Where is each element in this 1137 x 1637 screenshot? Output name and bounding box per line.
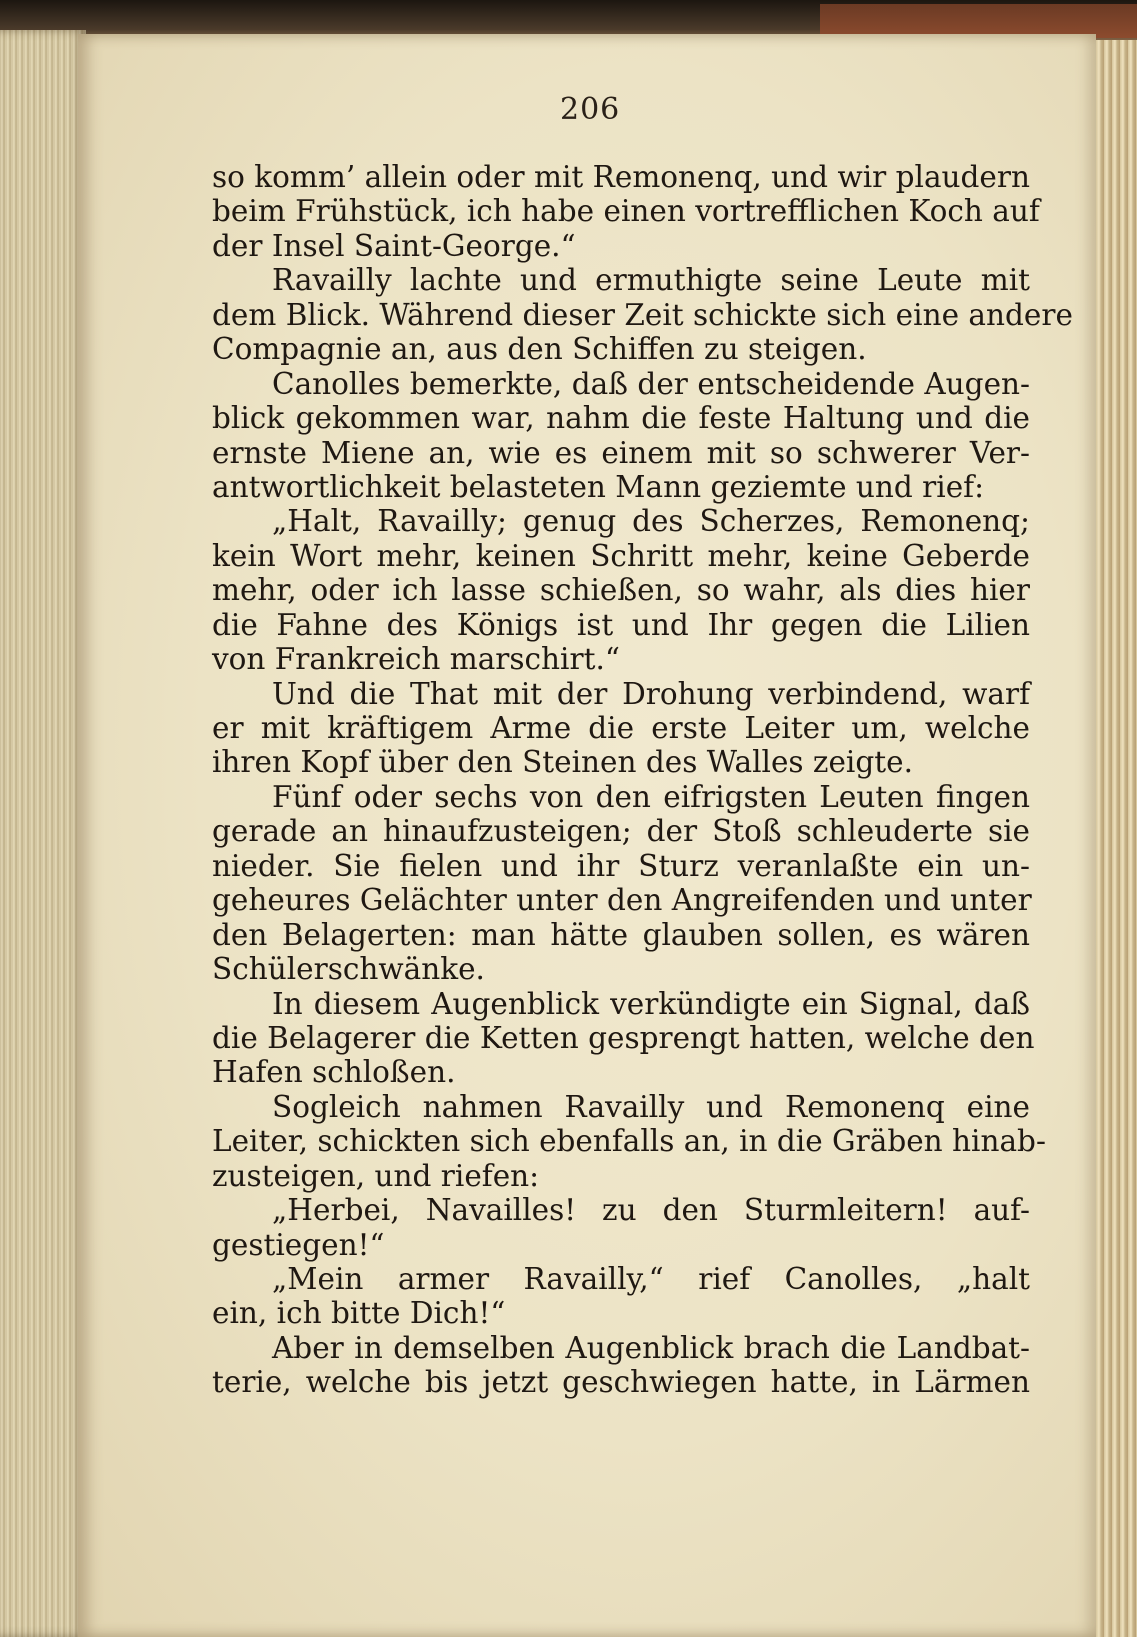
text-line: blick gekommen war, nahm die feste Haltung und die — [212, 401, 1030, 436]
text-line: gerade an hinaufzusteigen; der Stoß schleuderte sie — [212, 814, 1030, 849]
page-body-text — [212, 160, 1073, 1400]
text-line: „Halt, Ravailly; genug des Scherzes, Remonenq; — [272, 504, 1030, 539]
text-line: Canolles bemerkte, daß der entscheidende Augen- — [272, 366, 1030, 401]
text-line: so komm’ allein oder mit Remonenq, und wir plaudern — [212, 160, 1030, 194]
text-line: die Fahne des Königs ist und Ihr gegen die Lilien — [212, 607, 1030, 642]
text-line: ernste Miene an, wie es einem mit so schwerer Ver- — [212, 435, 1030, 470]
binding-strip — [820, 4, 1137, 38]
text-line: der Insel Saint-George.“ — [212, 228, 576, 263]
text-line: Hafen schloßen. — [212, 1055, 456, 1090]
text-line: antwortlichkeit belasteten Mann geziemte und rief: — [212, 469, 985, 504]
text-line: Fünf oder sechs von den eifrigsten Leuten fingen — [272, 779, 1030, 814]
left-page-stack — [0, 30, 86, 1637]
text-line: ein, ich bitte Dich!“ — [212, 1296, 506, 1331]
text-line: gestiegen!“ — [212, 1227, 385, 1262]
text-line: In diesem Augenblick verkündigte ein Signal, daß — [272, 986, 1030, 1021]
text-line: Sogleich nahmen Ravailly und Remonenq eine — [272, 1089, 1030, 1124]
text-line: Ravailly lachte und ermuthigte seine Leute mit — [272, 263, 1030, 298]
text-line: nieder. Sie fielen und ihr Sturz veranlaßte ein un- — [212, 848, 1030, 883]
text-line: Compagnie an, aus den Schiffen zu steigen. — [212, 332, 867, 367]
text-line: ihren Kopf über den Steinen des Walles zeigte. — [212, 745, 913, 780]
text-line: kein Wort mehr, keinen Schritt mehr, keine Geberde — [212, 538, 1030, 573]
text-line: Und die That mit der Drohung verbindend, warf — [272, 676, 1030, 711]
text-line: terie, welche bis jetzt geschwiegen hatte, in Lärmen — [212, 1365, 1030, 1400]
text-line: geheures Gelächter unter den Angreifenden und unter — [212, 883, 1032, 918]
text-line: den Belagerten: man hätte glauben sollen, es wären — [212, 917, 1030, 952]
text-line: die Belagerer die Ketten gesprengt hatten, welche den — [212, 1020, 1035, 1055]
text-line: Leiter, schickten sich ebenfalls an, in die Gräben hinab- — [212, 1124, 1046, 1159]
text-line: Aber in demselben Augenblick brach die Landbat- — [272, 1330, 1030, 1365]
text-line: „Herbei, Navailles! zu den Sturmleitern! auf- — [272, 1193, 1030, 1228]
text-line: Schülerschwänke. — [212, 952, 485, 987]
text-line: zusteigen, und riefen: — [212, 1158, 540, 1193]
page-number: 206 — [560, 92, 621, 127]
text-line: er mit kräftigem Arme die erste Leiter um, welche — [212, 711, 1030, 745]
text-line: dem Blick. Während dieser Zeit schickte sich eine andere — [212, 297, 1073, 332]
text-line: mehr, oder ich lasse schießen, so wahr, als dies hier — [212, 573, 1030, 608]
text-line: „Mein armer Ravailly,“ rief Canolles, „halt — [272, 1262, 1030, 1296]
text-line: beim Frühstück, ich habe einen vortrefflichen Koch auf — [212, 194, 1040, 229]
text-line: von Frankreich marschirt.“ — [212, 642, 620, 677]
